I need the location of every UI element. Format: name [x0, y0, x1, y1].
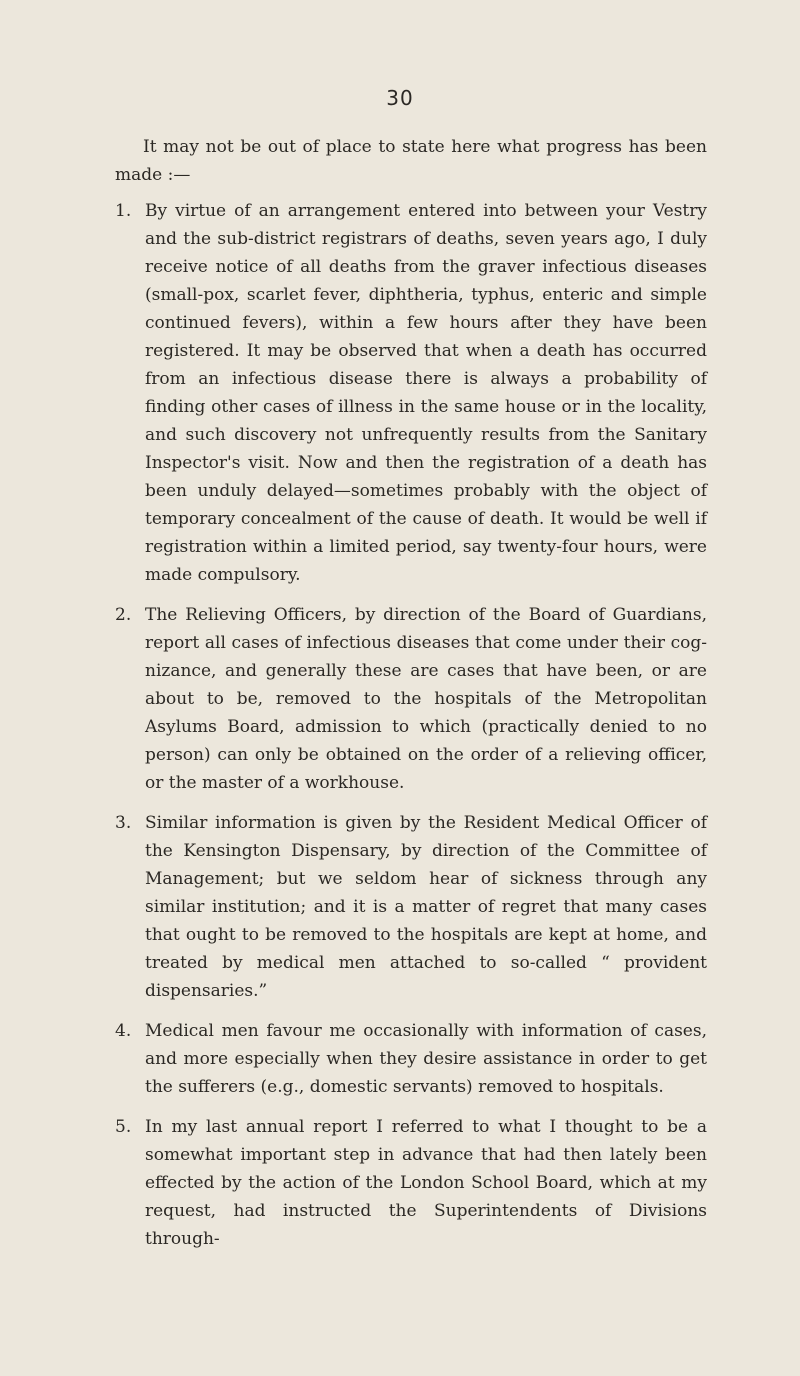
- list-item: [115, 809, 707, 1005]
- item-number: 3.: [115, 813, 132, 833]
- page-number: 30: [386, 86, 414, 110]
- item-text: Similar information is given by the Resident Medical Officer of the Kensington Dispensary, by direction of the Committee of Management; but we seldom hear of sickness through any similar institution; and it is a matter of regret that many cases that ought to be removed to the hospitals are kept at home, and treated by medical men attached to so-called “ provident dispensaries.”: [145, 813, 707, 1001]
- item-number: 5.: [115, 1117, 132, 1137]
- numbered-list: [115, 197, 707, 1265]
- item-text: The Relieving Officers, by direction of the Board of Guardians, report all cases of infectious diseases that come under their cog- nizance, and generally these are cases that have been, or are about to be, removed to the hospitals of the Metropolitan Asylums Board, admission to which (practically denied to no person) can only be obtained on the order of a relieving officer, or the master of a workhouse.: [145, 605, 707, 793]
- list-item: [115, 1113, 707, 1253]
- list-item: [115, 197, 707, 589]
- item-number: 2.: [115, 605, 132, 625]
- list-item: [115, 1017, 707, 1101]
- item-number: 4.: [115, 1021, 132, 1041]
- list-item: [115, 601, 707, 797]
- item-text: In my last annual report I referred to what I thought to be a somewhat important step in advance that had then lately been effected by the action of the London School Board, which at my request, had instructed the Superintendents of Divisions through-: [145, 1117, 707, 1249]
- item-text: Medical men favour me occasionally with information of cases, and more especially when they desire assistance in order to get the sufferers (e.g., domestic servants) removed to hospitals.: [145, 1021, 707, 1097]
- intro-paragraph: It may not be out of place to state here what progress has been made :—: [115, 137, 707, 185]
- item-number: 1.: [115, 201, 132, 221]
- item-text: By virtue of an arrangement entered into between your Vestry and the sub-district registrars of deaths, seven years ago, I duly receive notice of all deaths from the graver infectious diseases (small-pox, scarlet fever, diphtheria, typhus, enteric and simple continued fevers), within a few hours after they have been registered. It may be observed that when a death has occurred from an infectious disease there is always a probability of finding other cases of illness in the same house or in the locality, and such discovery not unfrequently results from the Sanitary Inspector's visit. Now and then the registration of a death has been unduly delayed—sometimes probably with the object of temporary concealment of the cause of death. It would be well if registration within a limited period, say twenty-four hours, were made compulsory.: [145, 201, 707, 585]
